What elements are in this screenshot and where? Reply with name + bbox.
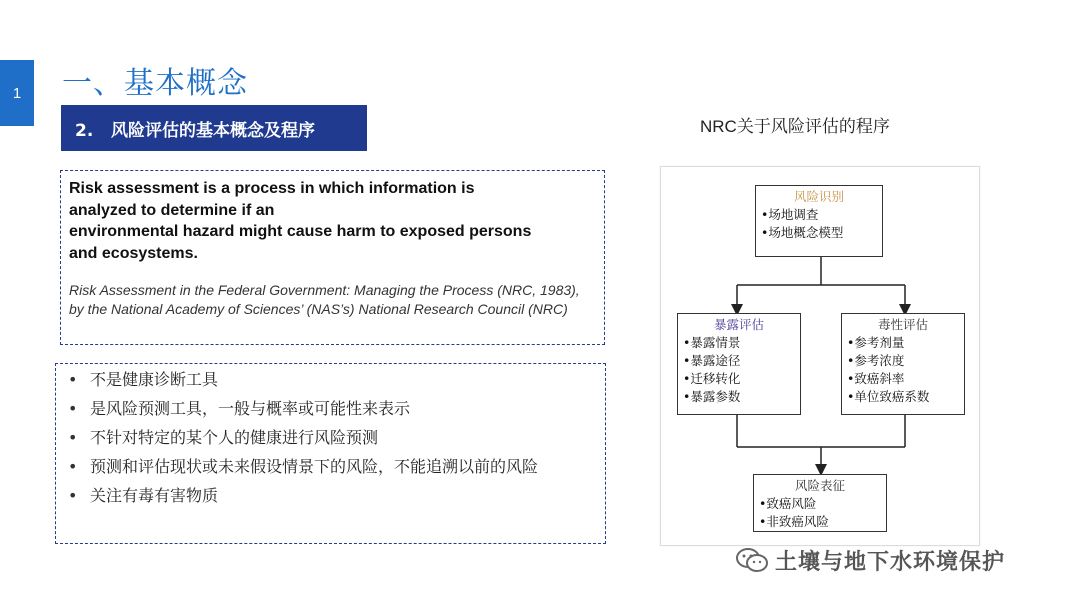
toxicity-assessment-node bbox=[841, 313, 965, 415]
list-item: • 迁移转化 bbox=[683, 370, 795, 388]
section-subtitle bbox=[61, 105, 367, 151]
risk-characterization-title: 风险表征 bbox=[794, 478, 845, 493]
watermark bbox=[735, 545, 1005, 575]
exposure-assessment-node bbox=[677, 313, 801, 415]
page-number-label: 1 bbox=[12, 84, 22, 102]
nrc-process-diagram bbox=[660, 166, 980, 546]
definition-reference: Risk Assessment in the Federal Government: Managing the Process (NRC, 1983), by the National Academy of Sciences’ (NAS’s) National Research Council (NRC) bbox=[69, 282, 580, 317]
page-number bbox=[0, 60, 34, 126]
page-title: 一、基本概念 bbox=[62, 66, 248, 101]
risk-characterization-node bbox=[753, 474, 887, 532]
characteristics-list bbox=[64, 368, 595, 508]
list-item: • 不是健康诊断工具 bbox=[64, 368, 595, 392]
watermark-text: 土壤与地下水环境保护 bbox=[775, 549, 1006, 575]
list-item: • 参考剂量 bbox=[847, 334, 959, 352]
list-item: • 暴露情景 bbox=[683, 334, 795, 352]
list-item: • 致癌斜率 bbox=[847, 370, 959, 388]
section-subtitle-text: 2. 风险评估的基本概念及程序 bbox=[75, 120, 316, 141]
list-item: • 不针对特定的某个人的健康进行风险预测 bbox=[64, 426, 595, 450]
wechat-icon bbox=[735, 546, 769, 574]
definition-box bbox=[60, 170, 605, 345]
list-item: • 场地概念模型 bbox=[761, 224, 877, 242]
toxicity-assessment-title: 毒性评估 bbox=[877, 317, 928, 332]
list-item: • 致癌风险 bbox=[759, 495, 881, 513]
list-item: • 预测和评估现状或未来假设情景下的风险，不能追溯以前的风险 bbox=[64, 455, 595, 479]
list-item: • 单位致癌系数 bbox=[847, 388, 959, 406]
hazard-identification-node bbox=[755, 185, 883, 257]
list-item: • 暴露途径 bbox=[683, 352, 795, 370]
list-item: • 关注有毒有害物质 bbox=[64, 484, 595, 508]
definition-text: Risk assessment is a process in which information is analyzed to determine if an environmental hazard might cause harm to exposed persons and ecosystems. bbox=[69, 180, 532, 262]
list-item: • 是风险预测工具，一般与概率或可能性来表示 bbox=[64, 397, 595, 421]
hazard-identification-title: 风险识别 bbox=[793, 189, 844, 204]
exposure-assessment-title: 暴露评估 bbox=[713, 317, 764, 332]
list-item: • 暴露参数 bbox=[683, 388, 795, 406]
diagram-title: NRC关于风险评估的程序 bbox=[700, 117, 890, 136]
list-item: • 场地调查 bbox=[761, 206, 877, 224]
characteristics-box bbox=[55, 363, 606, 544]
list-item: • 非致癌风险 bbox=[759, 513, 881, 531]
list-item: • 参考浓度 bbox=[847, 352, 959, 370]
